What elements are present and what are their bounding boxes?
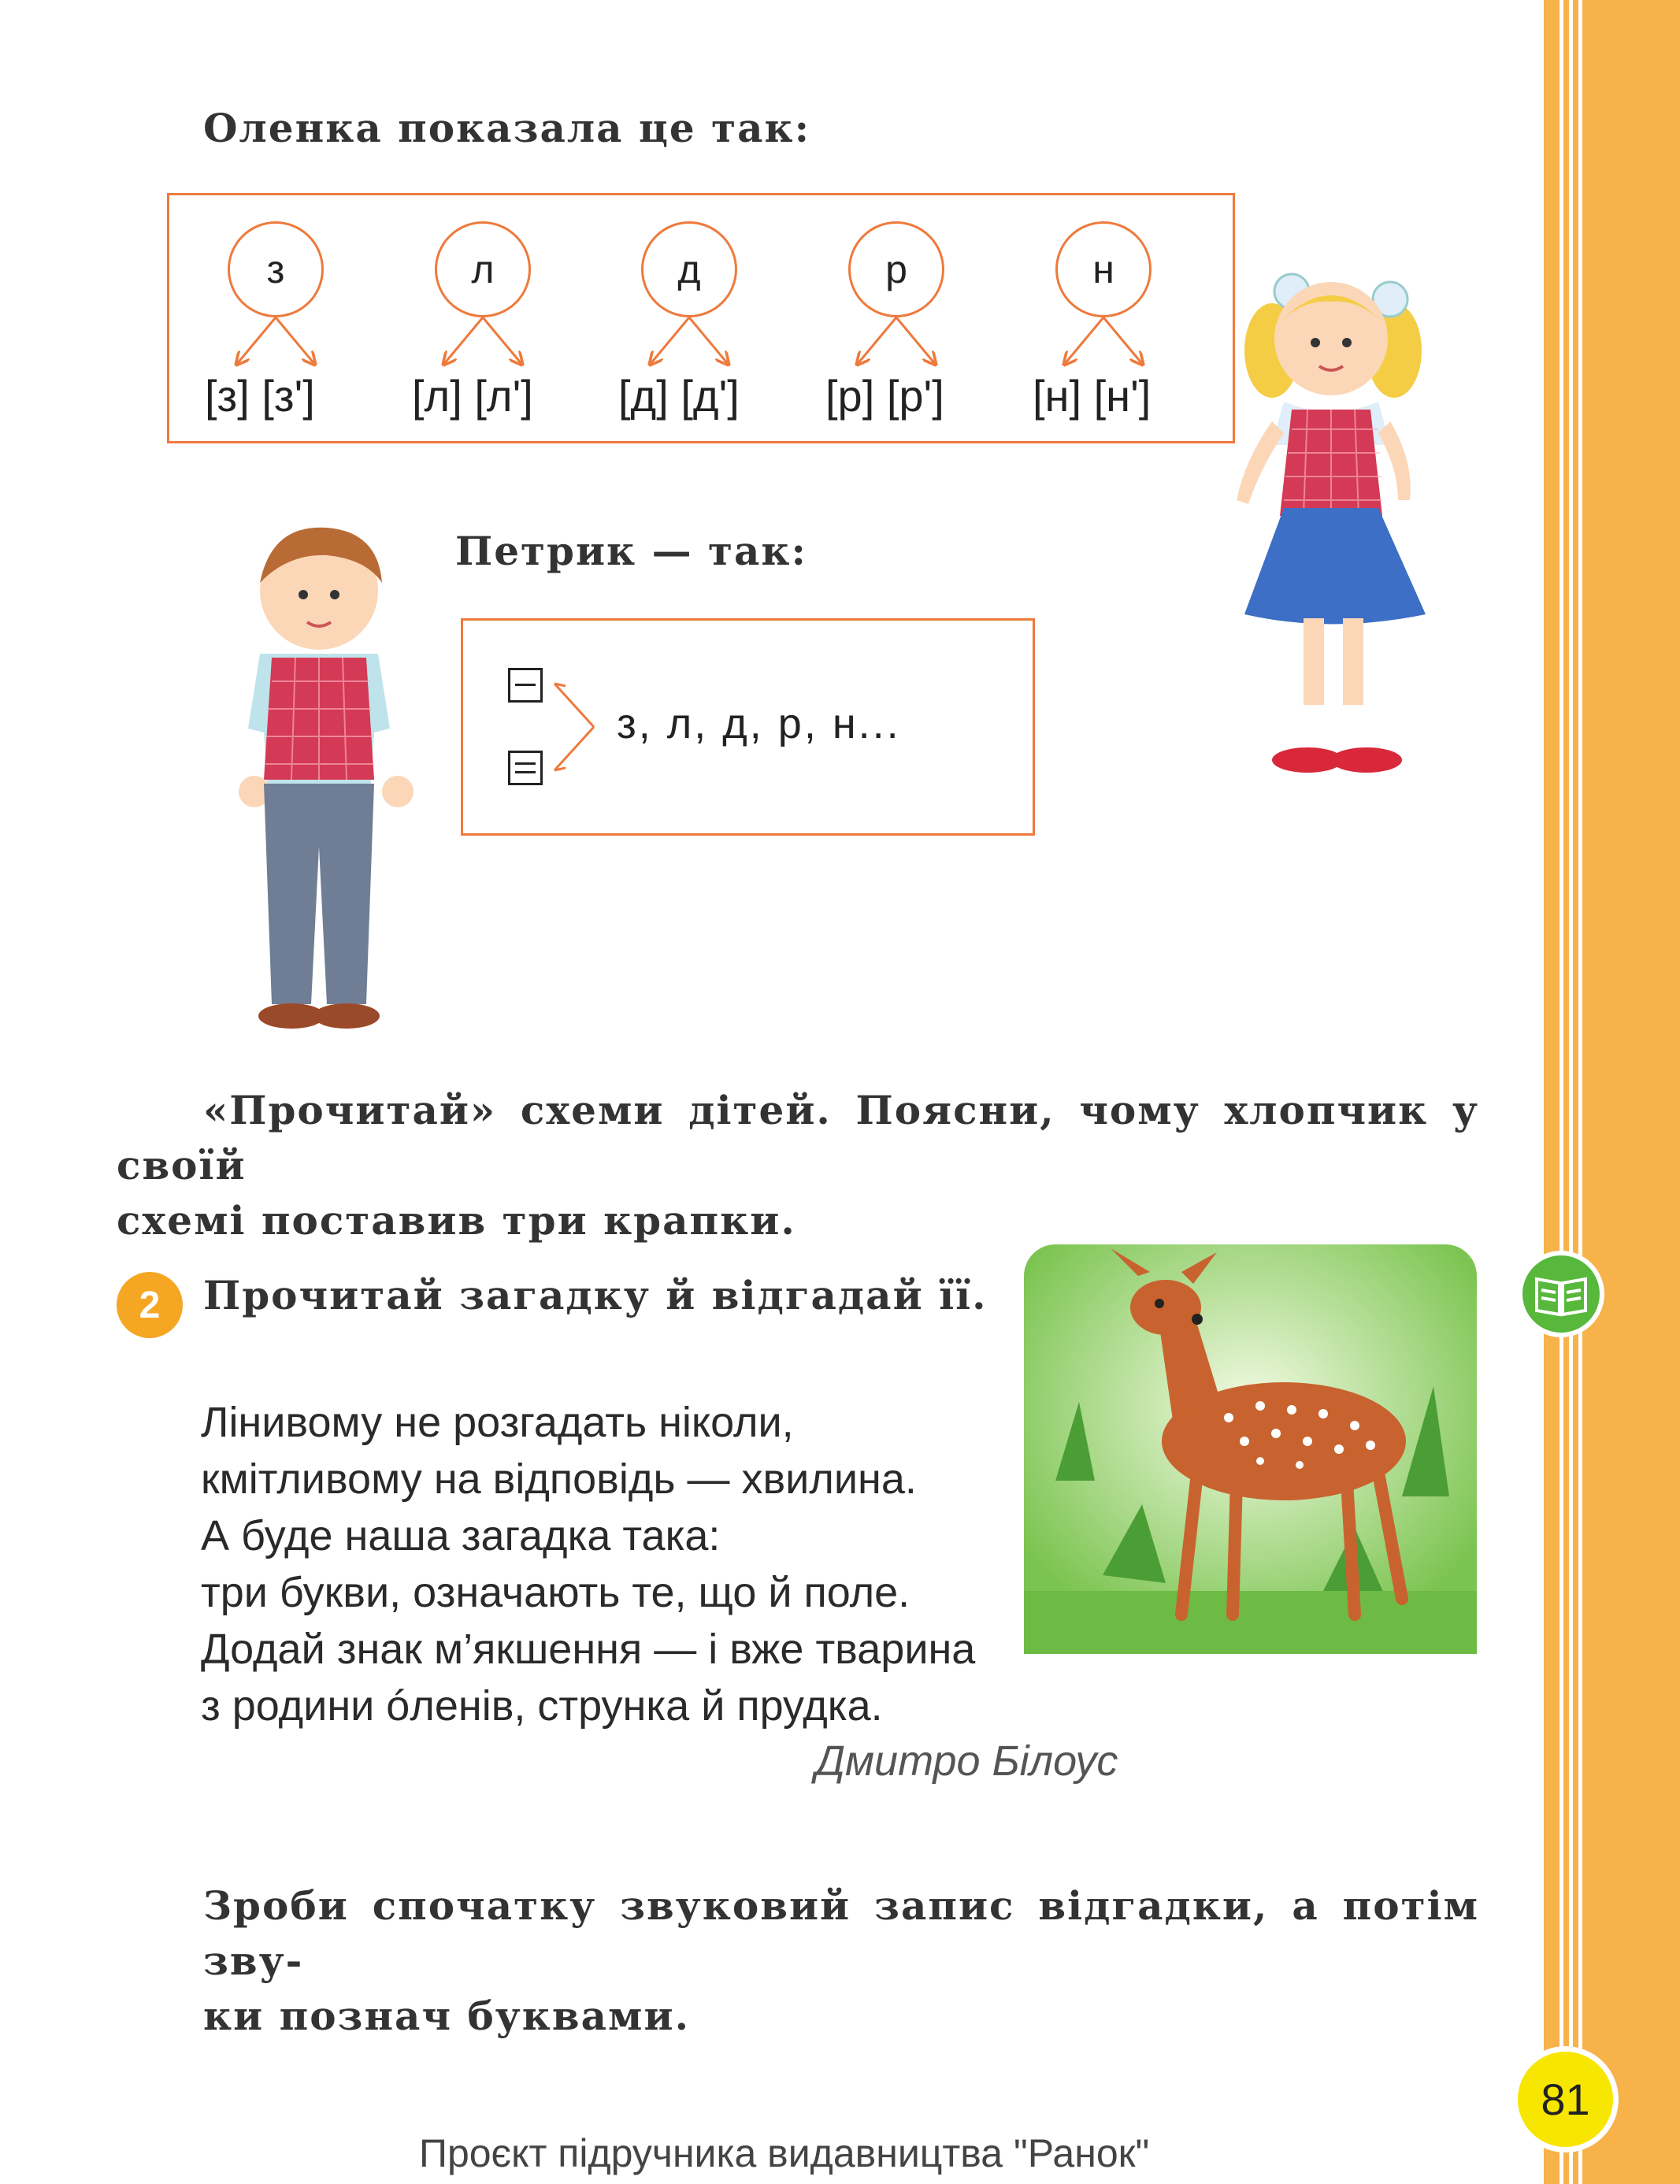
instruction-line1: Зроби спочатку звуковий запис відгадки, а потім зву- <box>203 1882 1479 1984</box>
poem-line: кмітливому на відповідь — хвилина. <box>201 1455 917 1503</box>
letter-circle: л <box>435 221 531 317</box>
right-margin-band <box>1544 0 1680 2184</box>
poem-author: Дмитро Білоус <box>815 1737 1118 1785</box>
petryk-scheme-box <box>461 618 1035 836</box>
girl-illustration <box>1229 264 1465 807</box>
sound-pair: [з] [з'] <box>205 371 315 421</box>
poem-line: Додай знак м’якшення — і вже тварина <box>201 1626 976 1673</box>
hard-consonant-square <box>508 668 543 703</box>
intro-text: Оленка показала це так: <box>203 105 811 151</box>
footer-text: Проєкт підручника видавництва "Ранок" <box>419 2131 1150 2175</box>
read-schemes-text <box>117 1083 1479 1248</box>
soft-consonant-square <box>508 751 543 785</box>
sound-pair: [л] [л'] <box>412 371 533 421</box>
task-title: Прочитай загадку й відгадай її. <box>203 1272 988 1318</box>
sound-pair: [н] [н'] <box>1033 371 1152 421</box>
letter-circle: р <box>848 221 944 317</box>
sound-pair: [р] [р'] <box>825 371 944 421</box>
poem-line: три букви, означають те, що й поле. <box>201 1569 910 1616</box>
page-number: 81 <box>1512 2046 1619 2152</box>
olenka-scheme-box <box>167 193 1235 443</box>
task-instruction <box>203 1878 1479 2044</box>
deer-illustration <box>1024 1244 1477 1654</box>
instruction-line2: ки познач буквами. <box>203 1993 690 2039</box>
poem-line: А буде наша загадка така: <box>201 1512 721 1559</box>
sound-pair: [д] [д'] <box>618 371 740 421</box>
read-schemes-line2: схемі поставив три крапки. <box>117 1197 796 1244</box>
petryk-text: Петрик — так: <box>455 528 807 574</box>
poem-line: з родини óленів, струнка й прудка. <box>201 1682 883 1730</box>
scheme-letters: з, л, д, р, н... <box>617 700 901 747</box>
task-number-badge: 2 <box>117 1272 183 1338</box>
letter-circle: д <box>641 221 737 317</box>
branch-arrows <box>548 672 603 782</box>
read-schemes-line1: «Прочитай» схеми дітей. Поясни, чому хлопчик у своїй <box>117 1087 1479 1188</box>
boy-illustration <box>224 516 429 1040</box>
poem-line: Лінивому не розгадать ніколи, <box>201 1399 794 1446</box>
riddle-poem <box>201 1394 975 1734</box>
letter-circle: н <box>1055 221 1152 317</box>
book-icon <box>1518 1251 1604 1337</box>
letter-circle: з <box>228 221 324 317</box>
